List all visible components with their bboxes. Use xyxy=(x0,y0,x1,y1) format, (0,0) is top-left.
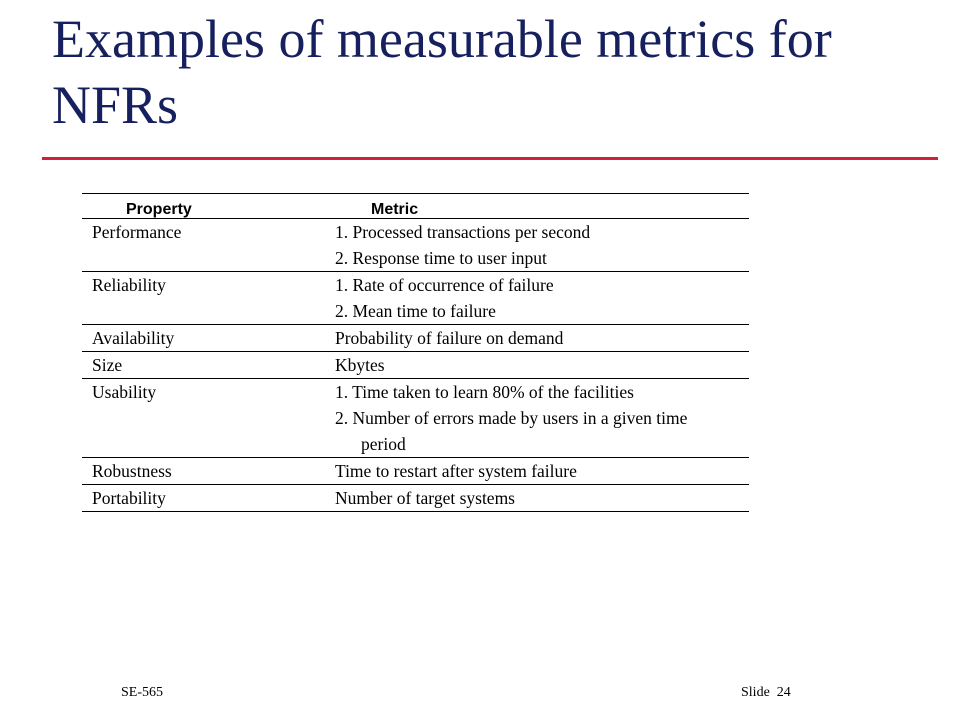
metrics-table xyxy=(82,193,749,512)
metric-line: Kbytes xyxy=(335,355,385,375)
table-row xyxy=(82,325,749,352)
metric-cell xyxy=(335,458,749,485)
property-cell: Portability xyxy=(82,485,335,512)
table-row xyxy=(82,379,749,458)
property-cell: Robustness xyxy=(82,458,335,485)
table-row xyxy=(82,272,749,325)
title-underline xyxy=(42,157,938,160)
column-header-metric: Metric xyxy=(335,194,749,219)
property-cell: Size xyxy=(82,352,335,379)
property-cell: Usability xyxy=(82,379,335,458)
table-row xyxy=(82,458,749,485)
metric-cell xyxy=(335,272,749,325)
metric-line: 1. Rate of occurrence of failure xyxy=(335,275,554,295)
metric-cell xyxy=(335,325,749,352)
metric-line: Probability of failure on demand xyxy=(335,328,564,348)
metric-cell xyxy=(335,485,749,512)
metric-line: 1. Time taken to learn 80% of the facilities xyxy=(335,382,634,402)
footer-slide-number: Slide 24 xyxy=(741,685,791,700)
slide-title: Examples of measurable metrics for NFRs xyxy=(52,9,832,135)
metric-cell xyxy=(335,352,749,379)
property-cell: Reliability xyxy=(82,272,335,325)
column-header-property: Property xyxy=(82,194,335,219)
footer-course-code: SE-565 xyxy=(121,685,163,700)
metric-line: 2. Mean time to failure xyxy=(335,301,496,321)
table-header-row xyxy=(82,194,749,219)
metric-line: 2. Response time to user input xyxy=(335,248,547,268)
property-cell: Performance xyxy=(82,219,335,272)
property-cell: Availability xyxy=(82,325,335,352)
metric-line-continuation: period xyxy=(361,434,406,454)
metric-line: 2. Number of errors made by users in a given time xyxy=(335,408,688,428)
metric-line: Number of target systems xyxy=(335,488,515,508)
metric-line: Time to restart after system failure xyxy=(335,461,577,481)
table-row xyxy=(82,485,749,512)
table-row xyxy=(82,352,749,379)
metric-cell xyxy=(335,379,749,458)
metric-line: 1. Processed transactions per second xyxy=(335,222,591,242)
table-row xyxy=(82,219,749,272)
metric-cell xyxy=(335,219,749,272)
